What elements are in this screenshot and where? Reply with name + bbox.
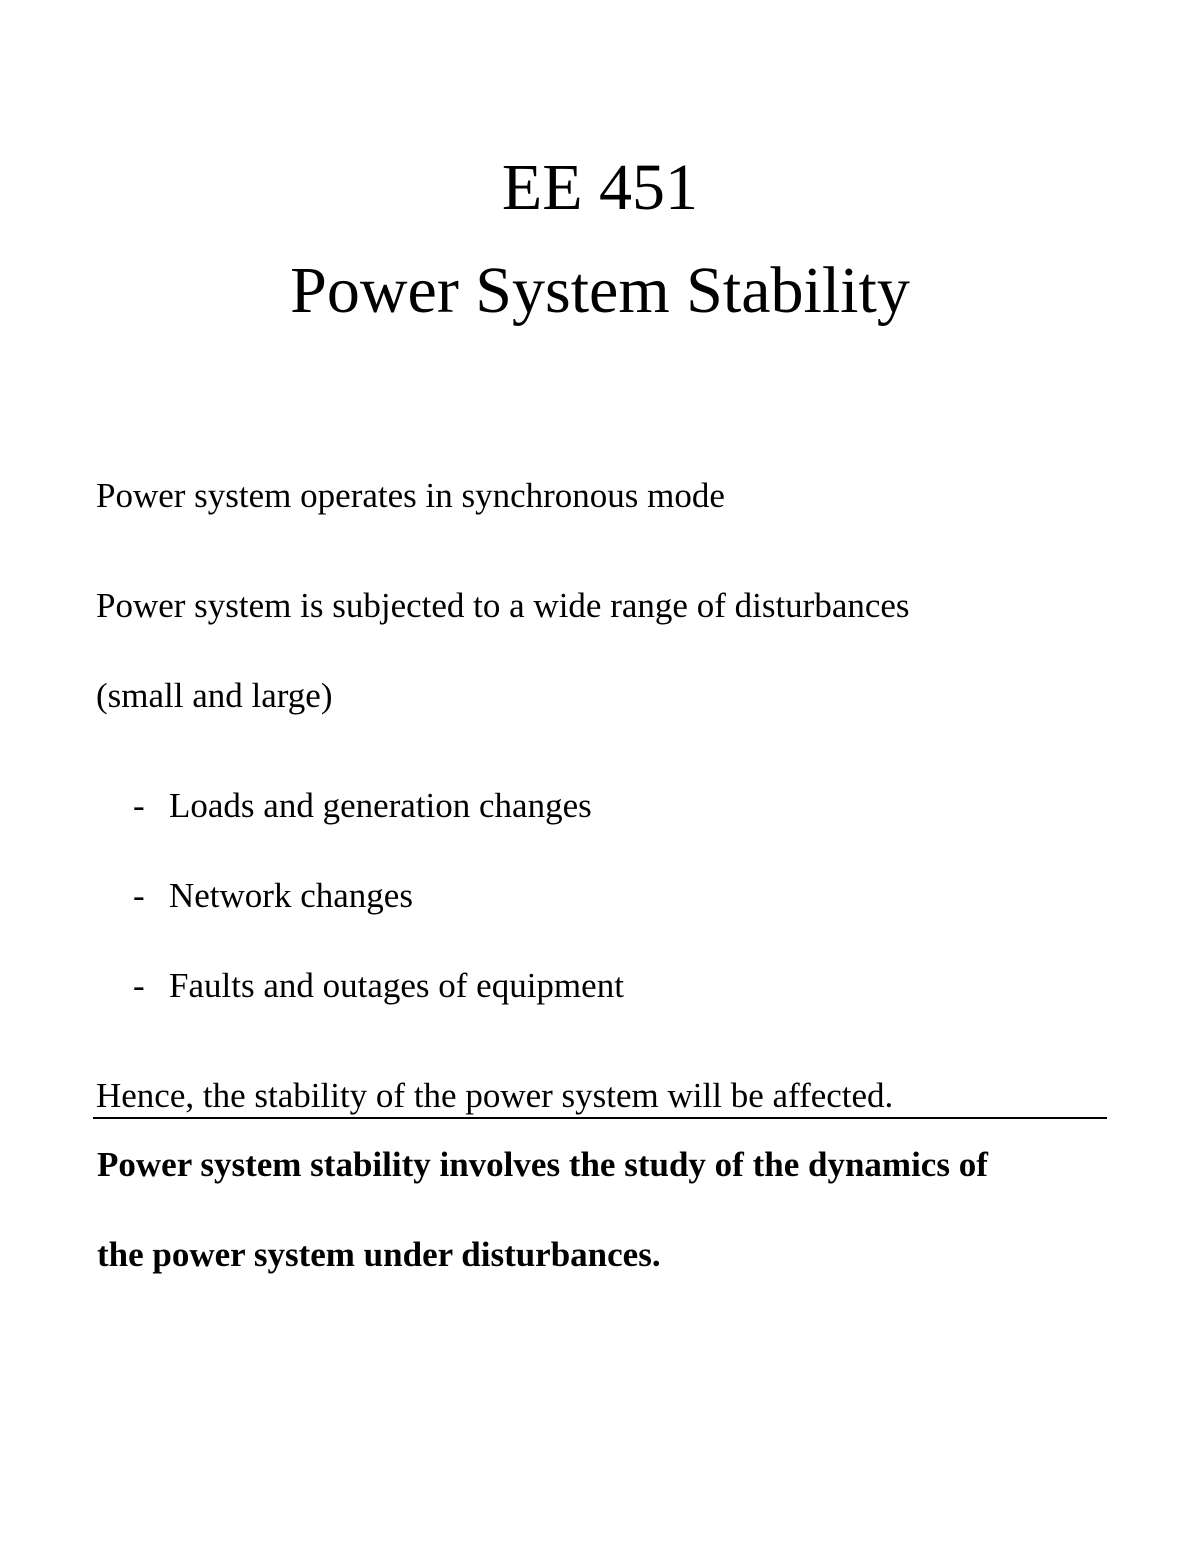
bullet-text: Faults and outages of equipment [169,966,624,1005]
page-title: Power System Stability [290,254,910,327]
bullet-item [133,968,624,1003]
horizontal-rule [93,1117,1107,1119]
bullet-marker: - [133,876,145,915]
summary-line-2: the power system under disturbances. [97,1235,661,1274]
summary-line-1: Power system stability involves the study of the dynamics of [97,1145,988,1184]
bullet-item [133,878,413,913]
intro-paragraph-1: Power system operates in synchronous mode [96,476,725,515]
bullet-text: Loads and generation changes [169,786,592,825]
intro-paragraph-2: Power system is subjected to a wide range of disturbances [96,586,910,625]
conclusion-paragraph: Hence, the stability of the power system will be affected. [96,1076,894,1115]
bullet-text: Network changes [169,876,413,915]
bullet-marker: - [133,786,145,825]
intro-paragraph-3: (small and large) [96,676,333,715]
bullet-item [133,788,592,823]
course-code-heading: EE 451 [501,151,699,224]
bullet-marker: - [133,966,145,1005]
